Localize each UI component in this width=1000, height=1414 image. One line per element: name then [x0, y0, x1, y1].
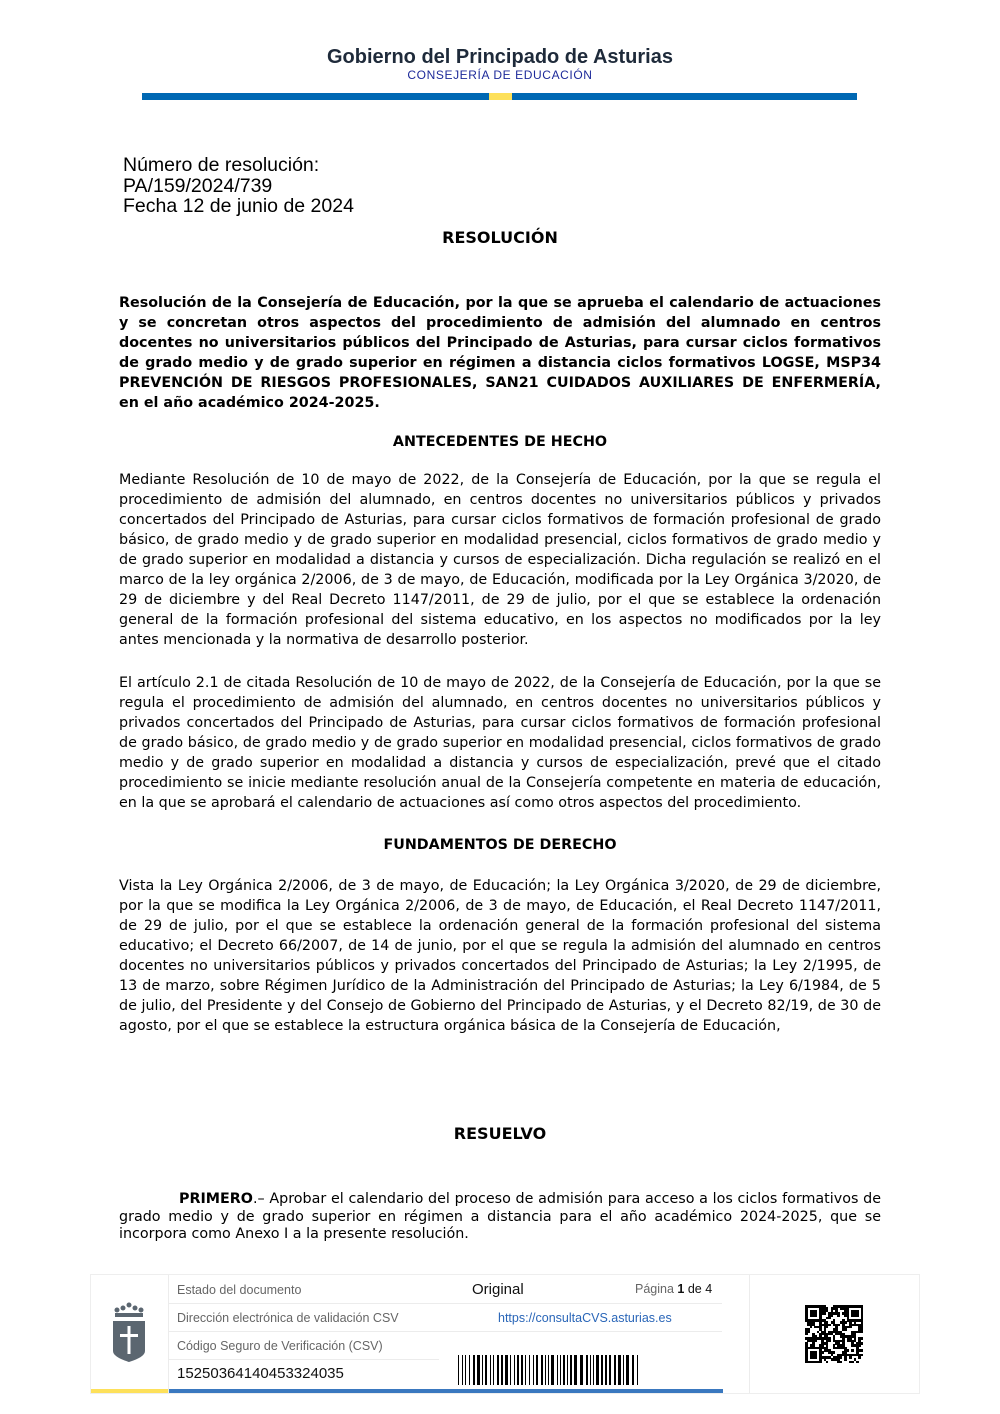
fundamentos-paragraph: Vista la Ley Orgánica 2/2006, de 3 de mayo, de Educación; la Ley Orgánica 3/2020, de 29 de diciembre, por la que se modifica la Ley Orgánica 2/2006, de 3 de mayo, de Educación, el Real Decreto 1147/2011, de 29 de julio, por el que se establece la ordenación general de la formación profesional del sistema educativo; el Decreto 66/2007, de 14 de junio, por el que se regula la admisión del alumnado en centros docentes no universitarios públicos y privados concertados del Principado de Asturias; la Ley 2/1995, de 13 de marzo, sobre Régimen Jurídico de la Administración del Principado de Asturias; la Ley 6/1984, de 5 de julio, del Presidente y del Consejo de Gobierno del Principado de Asturias, y el Decreto 82/19, de 30 de agosto, por el que se establece la estructura orgánica básica de la Consejería de Educación,: [119, 878, 881, 1034]
estado-label: Estado del documento: [177, 1283, 302, 1297]
csv-label: Código Seguro de Verificación (CSV): [177, 1339, 383, 1353]
primero-text: .– Aprobar el calendario del proceso de admisión para acceso a los ciclos formativos de grado medio y de grado superior en régimen a distancia para el año académico 2024-2025, que se incorpora como Anexo I a la presente resolución.: [119, 1191, 881, 1242]
validation-footer: [90, 1274, 920, 1394]
resolution-number-label: Número de resolución:: [123, 154, 320, 176]
resuelvo-heading: RESUELVO: [453, 1124, 547, 1143]
page-prefix: Página: [635, 1282, 674, 1296]
barcode-icon: [458, 1355, 641, 1385]
document-title: RESOLUCIÓN: [442, 228, 558, 247]
page-indicator: [635, 1282, 712, 1296]
summary: Resolución de la Consejería de Educación, por la que se aprueba el calendario de actuaciones y se concretan otros aspectos del procedimiento de admisión del alumnado en centros docentes no universitarios públicos del Principado de Asturias, para cursar ciclos formativos de grado medio y de grado superior en régimen a distancia ciclos formativos LOGSE, MSP34 PREVENCIÓN DE RIESGOS PROFESIONALES, SAN21 CUIDADOS AUXILIARES DE ENFERMERÍA, en el año académico 2024-2025.: [119, 295, 881, 411]
csv-url-link[interactable]: https://consultaCVS.asturias.es: [498, 1311, 672, 1325]
resolution-date: Fecha 12 de junio de 2024: [123, 195, 354, 217]
header-title: Gobierno del Principado de Asturias: [327, 46, 673, 68]
antecedentes-heading: ANTECEDENTES DE HECHO: [392, 434, 608, 450]
primero-paragraph: [119, 1191, 881, 1244]
primero-label: PRIMERO: [179, 1191, 253, 1207]
antecedentes-paragraph-2: El artículo 2.1 de citada Resolución de 10 de mayo de 2022, de la Consejería de Educación, por la que se regula el procedimiento de admisión del alumnado, en centros docentes no universitarios públicos y privados concertados del Principado de Asturias, para cursar ciclos formativos de formación profesional de grado básico, de grado medio y de grado superior en modalidad presencial, ciclos formativos de grado medio y de grado superior en modalidad a distancia y cursos de especialización, prevé que el citado procedimiento se inicie mediante resolución anual de la Consejería competente en materia de educación, en la que se aprobará el calendario de actuaciones así como otros aspectos del procedimiento.: [119, 675, 881, 811]
page-current: 1: [677, 1282, 685, 1296]
resolution-info: [123, 155, 354, 217]
resolution-number: PA/159/2024/739: [123, 174, 273, 197]
csv-url-label: Dirección electrónica de validación CSV: [177, 1311, 399, 1325]
antecedentes-paragraph-1: Mediante Resolución de 10 de mayo de 2022, de la Consejería de Educación, por la que se regula el procedimiento de admisión del alumnado, en centros docentes no universitarios públicos y privados concertados del Principado de Asturias, para cursar ciclos formativos de formación profesional de grado básico, de grado medio y de grado superior en modalidad presencial, ciclos formativos de grado medio y de grado superior en modalidad a distancia y cursos de especialización. Dicha regulación se realizó en el marco de la ley orgánica 2/2006, de 3 de mayo, de Educación, modificada por la Ley Orgánica 3/2020, de 29 de diciembre y del Real Decreto 1147/2011, de 29 de julio, por el que se establece la ordenación general de la formación profesional del sistema educativo, en los aspectos no modificados por la ley antes mencionada y la normativa de desarrollo posterior.: [119, 472, 881, 648]
page-total: 4: [705, 1282, 713, 1296]
page-sep: de: [687, 1282, 702, 1296]
fundamentos-heading: FUNDAMENTOS DE DERECHO: [383, 837, 617, 853]
qr-code-icon: [805, 1305, 863, 1363]
header-color-bar: [142, 93, 857, 100]
csv-code: 15250364140453324035: [177, 1365, 344, 1382]
header-subtitle: CONSEJERÍA DE EDUCACIÓN: [407, 68, 593, 82]
estado-value: Original: [472, 1281, 524, 1298]
asturias-coat-of-arms-icon: [111, 1301, 147, 1363]
